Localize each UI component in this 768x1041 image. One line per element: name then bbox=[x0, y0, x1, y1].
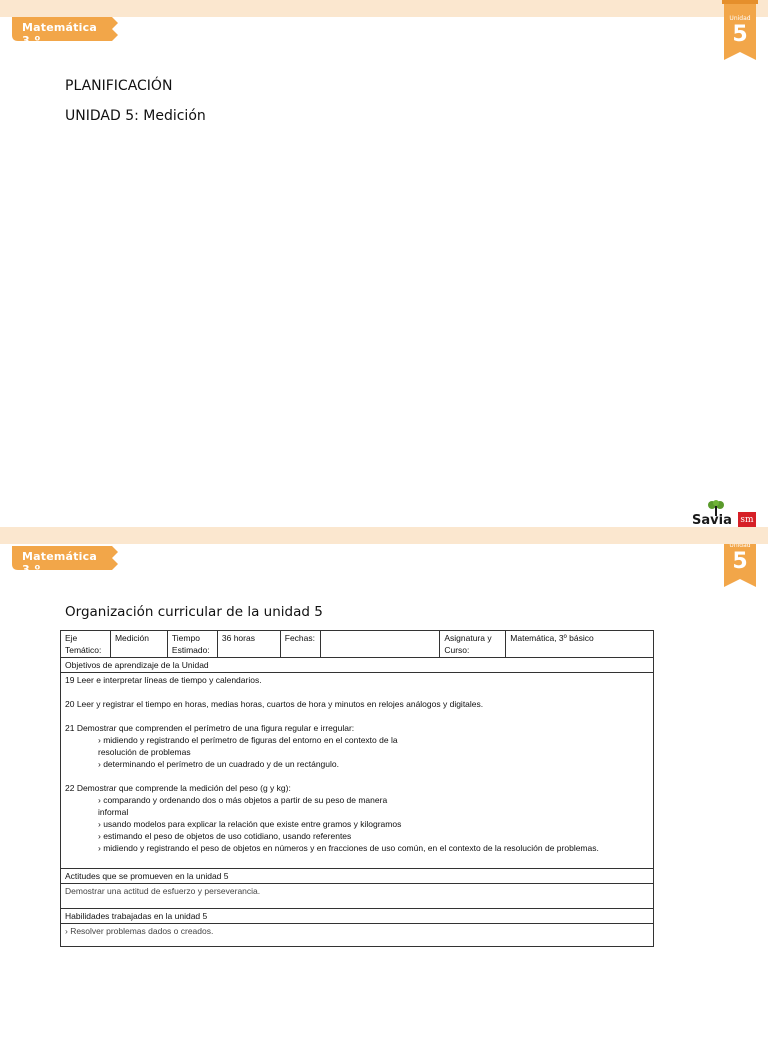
oa-22: 22 Demostrar que comprende la medición del peso (g y kg): bbox=[65, 783, 291, 793]
unit-title: UNIDAD 5: Medición bbox=[65, 108, 206, 124]
unit-ribbon bbox=[722, 544, 758, 591]
oa-21-item: resolución de problemas bbox=[98, 747, 191, 757]
sm-logo: sm bbox=[738, 512, 756, 527]
eje-label: Eje Temático: bbox=[61, 631, 111, 658]
unit-word: Unidad bbox=[729, 15, 751, 22]
planning-title: PLANIFICACIÓN bbox=[65, 78, 173, 94]
oa-21-item: › determinando el perímetro de un cuadrado y de un rectángulo. bbox=[98, 759, 339, 769]
oa-21: 21 Demostrar que comprenden el perímetro de una figura regular e irregular: bbox=[65, 723, 355, 733]
oa-22-item: informal bbox=[98, 807, 129, 817]
page-separator bbox=[0, 527, 768, 544]
subject-tab bbox=[12, 17, 112, 47]
subject-tab bbox=[12, 546, 112, 576]
oa-20: 20 Leer y registrar el tiempo en horas, medias horas, cuartos de hora y minutos en relojes análogos y digitales. bbox=[65, 699, 484, 709]
oa-22-item: › usando modelos para explicar la relación que existe entre gramos y kilogramos bbox=[98, 819, 402, 829]
actitudes-value: Demostrar una actitud de esfuerzo y perseverancia. bbox=[61, 884, 654, 909]
asignatura-label: Asignatura y Curso: bbox=[440, 631, 506, 658]
table-row bbox=[61, 924, 654, 947]
unit-ribbon bbox=[722, 0, 758, 64]
actitudes-header: Actitudes que se promueven en la unidad 5 bbox=[61, 869, 654, 884]
top-band bbox=[0, 0, 768, 17]
table-row bbox=[61, 909, 654, 924]
page-2 bbox=[0, 544, 768, 1041]
oa-22-item: › comparando y ordenando dos o más objetos a partir de su peso de manera bbox=[98, 795, 388, 805]
table-row bbox=[61, 869, 654, 884]
asignatura-value: Matemática, 3º básico bbox=[506, 631, 654, 658]
unit-word: Unidad bbox=[729, 544, 751, 549]
unit-number: 5 bbox=[732, 22, 748, 47]
tiempo-label: Tiempo Estimado: bbox=[167, 631, 217, 658]
subject-label: Matemática 3.º bbox=[22, 550, 97, 576]
curricular-title: Organización curricular de la unidad 5 bbox=[65, 604, 323, 620]
fechas-value bbox=[320, 631, 440, 658]
objetivos-header: Objetivos de aprendizaje de la Unidad bbox=[61, 658, 654, 673]
curricular-table bbox=[60, 630, 654, 947]
table-row bbox=[61, 673, 654, 869]
oa-21-item: › midiendo y registrando el perímetro de figuras del entorno en el contexto de la bbox=[98, 735, 398, 745]
savia-logo: Savia bbox=[692, 513, 732, 527]
publisher-logos bbox=[692, 500, 762, 527]
table-row bbox=[61, 884, 654, 909]
subject-label: Matemática 3.º bbox=[22, 21, 97, 47]
oa-19: 19 Leer e interpretar líneas de tiempo y calendarios. bbox=[65, 675, 262, 685]
habilidades-header: Habilidades trabajadas en la unidad 5 bbox=[61, 909, 654, 924]
objetivos-content bbox=[61, 673, 654, 869]
tiempo-value: 36 horas bbox=[217, 631, 280, 658]
oa-22-item: › estimando el peso de objetos de uso cotidiano, usando referentes bbox=[98, 831, 352, 841]
unit-number: 5 bbox=[732, 549, 748, 574]
oa-22-item: › midiendo y registrando el peso de objetos en números y en fracciones de uso común, en el contexto de la resolución de problemas. bbox=[98, 843, 599, 853]
habilidades-value: › Resolver problemas dados o creados. bbox=[61, 924, 654, 947]
table-row bbox=[61, 658, 654, 673]
table-row bbox=[61, 631, 654, 658]
eje-value: Medición bbox=[110, 631, 167, 658]
fechas-label: Fechas: bbox=[280, 631, 320, 658]
